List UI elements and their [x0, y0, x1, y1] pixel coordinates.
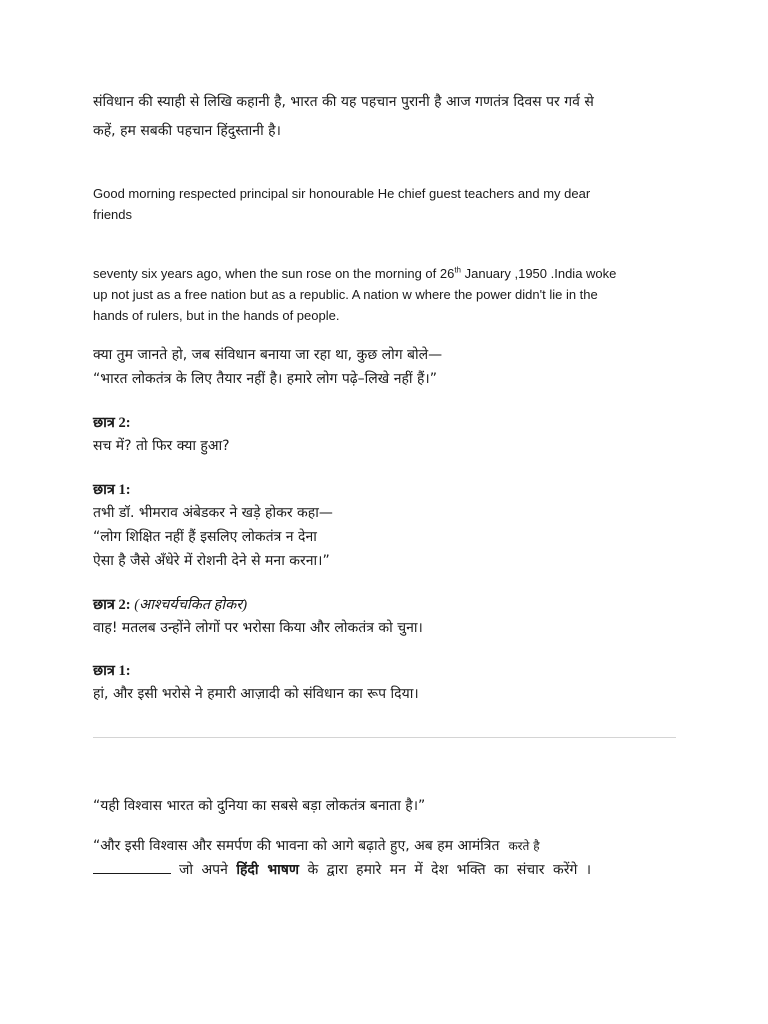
- speaker-label-with-note: [93, 594, 693, 616]
- history-line-3: hands of rulers, but in the hands of people.: [93, 308, 340, 323]
- student-2-block: [93, 412, 693, 458]
- student-1-block: [93, 479, 693, 573]
- intro-line-2: कहें, हम सबकी पहचान हिंदुस्तानी है।: [93, 123, 281, 139]
- closing-quote: [93, 794, 693, 818]
- intro-paragraph: [93, 88, 693, 146]
- history-line-1-pre: seventy six years ago, when the sun rose on the morning of 26: [93, 266, 455, 281]
- invitation-line-1-tail: करते है: [508, 839, 540, 853]
- student-1-reply-line: हां, और इसी भरोसे ने हमारी आज़ादी को संविधान का रूप दिया।: [93, 686, 419, 702]
- invitation-line-2: [93, 858, 678, 882]
- student-1-line-3: ऐसा है जैसे अँधेरे में रोशनी देने से मना करना।”: [93, 553, 330, 569]
- greeting-paragraph: [93, 183, 693, 225]
- dialogue-opening-line-1: क्या तुम जानते हो, जब संविधान बनाया जा रहा था, कुछ लोग बोले—: [93, 347, 443, 363]
- history-line-1-sup: th: [454, 265, 461, 275]
- history-line-2: up not just as a free nation but as a republic. A nation w where the power didn't lie in the: [93, 287, 598, 302]
- student-1-line-1: तभी डॉ. भीमराव अंबेडकर ने खड़े होकर कहा—: [93, 505, 333, 521]
- dialogue-opening-line-2: “भारत लोकतंत्र के लिए तैयार नहीं है। हमारे लोग पढ़े–लिखे नहीं हैं।”: [93, 371, 437, 387]
- closing-quote-line: “यही विश्वास भारत को दुनिया का सबसे बड़ा लोकतंत्र बनाता है।”: [93, 798, 426, 814]
- history-line-1: [93, 263, 693, 284]
- history-paragraph: [93, 263, 693, 326]
- student-1-line-2: “लोग शिक्षित नहीं हैं इसलिए लोकतंत्र न देना: [93, 529, 317, 545]
- invitation-line-2-bold: हिंदी भाषण: [236, 862, 300, 878]
- speaker-label: छात्र 2:: [93, 415, 131, 431]
- student-1-reply-block: [93, 660, 693, 706]
- section-divider: [93, 737, 676, 738]
- invitation-paragraph: [93, 834, 678, 882]
- student-2-amazed-block: [93, 594, 693, 640]
- student-2-line: सच में? तो फिर क्या हुआ?: [93, 438, 230, 454]
- invitation-line-2-a: जो अपने: [179, 862, 228, 878]
- speaker-label: छात्र 1:: [93, 482, 131, 498]
- invitation-line-1-text: “और इसी विश्वास और समर्पण की भावना को आगे बढ़ाते हुए, अब हम आमंत्रित: [93, 838, 500, 854]
- history-line-1-post: January ,1950 .India woke: [461, 266, 617, 281]
- student-2-amazed-line: वाह! मतलब उन्होंने लोगों पर भरोसा किया और लोकतंत्र को चुना।: [93, 620, 423, 636]
- greeting-line-1: Good morning respected principal sir honourable He chief guest teachers and my dear: [93, 186, 591, 201]
- speaker-label: छात्र 2:: [93, 597, 131, 613]
- name-blank: [93, 861, 171, 874]
- greeting-line-2: friends: [93, 207, 133, 222]
- invitation-line-1: [93, 834, 678, 858]
- dialogue-opening: [93, 343, 693, 391]
- speaker-label: छात्र 1:: [93, 663, 131, 679]
- stage-direction: (आश्चर्यचकित होकर): [134, 597, 248, 613]
- intro-line-1: संविधान की स्याही से लिखि कहानी है, भारत की यह पहचान पुरानी है आज गणतंत्र दिवस पर गर्व से: [93, 94, 594, 110]
- invitation-line-2-b: के द्वारा हमारे मन में देश भक्ति का संचार करेंगे ।: [307, 862, 592, 878]
